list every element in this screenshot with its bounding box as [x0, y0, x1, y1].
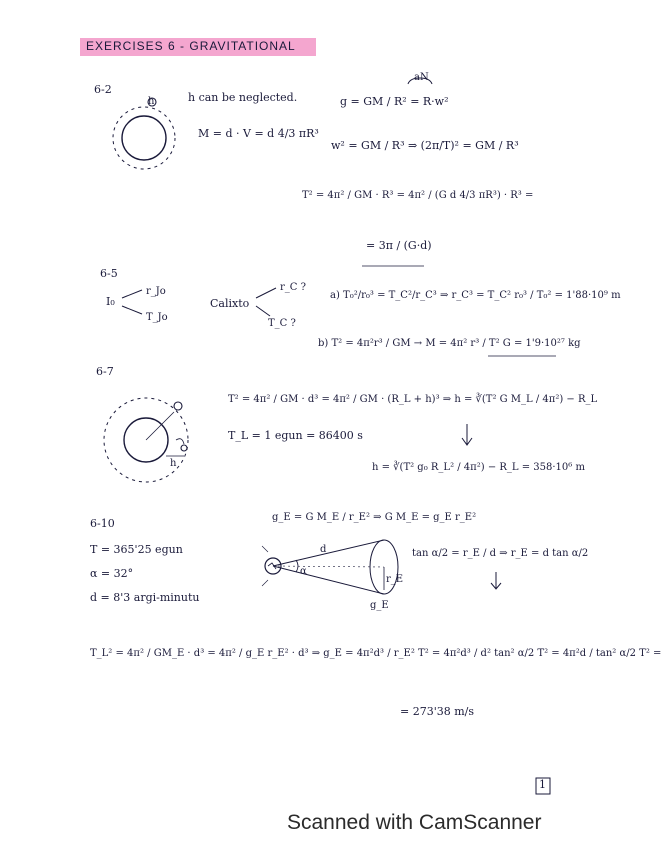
exercise-6-10-final-equation: T_L² = 4π² / GM_E · d³ = 4π² / g_E r_E² · d³ ⇒ g_E = 4π²d³ / r_E² T² = 4π²d³ / d² tan² α/2 T² = 4π²d / tan² α/2 T² =: [90, 648, 661, 659]
exercise-6-10-g-equation: g_E = G M_E / r_E² ⇒ G M_E = g_E r_E²: [272, 512, 477, 523]
exercise-6-5-io: I₀: [106, 295, 115, 308]
page-title: EXERCISES 6 - GRAVITATIONAL: [86, 39, 296, 53]
exercise-6-2-mass-equation: M = d · V = d 4/3 πR³: [198, 127, 319, 140]
exercise-6-7-eq1: T² = 4π² / GM · d³ = 4π² / GM · (R_L + h)³ ⇒ h = ∛(T² G M_L / 4π²) − R_L: [228, 394, 598, 405]
exercise-6-10-tan-equation: tan α/2 = r_E / d ⇒ r_E = d tan α/2: [412, 548, 589, 559]
exercise-6-5-rjo: r_Jo: [146, 286, 166, 297]
exercise-6-10-re-label: r_E: [386, 574, 404, 585]
exercise-6-5-rc-question: r_C ?: [280, 282, 306, 293]
exercise-6-10-period: T = 365'25 egun: [90, 543, 183, 556]
exercise-6-10-label: 6-10: [90, 517, 115, 530]
exercise-6-5-tc-question: T_C ?: [268, 318, 296, 329]
exercise-6-10-alpha: α = 32°: [90, 567, 134, 580]
exercise-6-2-result: = 3π / (G·d): [366, 239, 432, 252]
exercise-6-10-result: = 273'38 m/s: [400, 705, 475, 718]
scanner-watermark: Scanned with CamScanner: [287, 811, 542, 834]
exercise-6-7-eq2: T_L = 1 egun = 86400 s: [228, 429, 363, 442]
exercise-6-7-label: 6-7: [96, 365, 114, 378]
exercise-6-10-d-label: d: [320, 544, 327, 555]
exercise-6-2-t-equation: T² = 4π² / GM · R³ = 4π² / (G d 4/3 πR³) · R³ =: [302, 190, 534, 201]
exercise-6-5-calisto: Calixto: [210, 297, 250, 310]
page-number: 1: [539, 778, 546, 791]
exercise-6-5-part-b: b) T² = 4π²r³ / GM → M = 4π² r³ / T² G = 1'9·10²⁷ kg: [318, 338, 581, 349]
exercise-6-2-label: 6-2: [94, 83, 112, 96]
exercise-6-10-ge-label: g_E: [370, 600, 389, 611]
exercise-6-2-point-label: h: [148, 96, 155, 107]
over-brace: [408, 78, 432, 84]
planet-orbit-diagram: [113, 98, 175, 169]
down-arrow: [462, 424, 472, 445]
moon-orbit-diagram: [104, 398, 188, 482]
exercise-6-2-brace-label: aN: [414, 72, 429, 83]
exercise-6-5-part-a: a) T₀²/r₀³ = T_C²/r_C³ ⇒ r_C³ = T_C² r₀³ / T₀² = 1'88·10⁹ m: [330, 290, 621, 301]
exercise-6-5-tjo: T_Jo: [146, 312, 168, 323]
sun-cone-diagram: [262, 540, 398, 594]
exercise-6-10-distance: d = 8'3 argi-minutu: [90, 591, 200, 604]
exercise-6-5-arrows: [122, 288, 276, 316]
exercise-6-10-alpha-label: α: [300, 566, 307, 577]
exercise-6-2-w-equation: w² = GM / R³ ⇒ (2π/T)² = GM / R³: [331, 139, 519, 152]
exercise-6-2-g-equation: g = GM / R² = R·w²: [340, 95, 449, 108]
exercise-6-5-label: 6-5: [100, 267, 118, 280]
tan-arrow: [491, 572, 501, 589]
exercise-6-7-h-label: h: [170, 458, 177, 469]
exercise-6-7-eq3: h = ∛(T² g₀ R_L² / 4π²) − R_L = 358·10⁶ m: [372, 462, 585, 473]
exercise-6-2-note: h can be neglected.: [188, 91, 298, 104]
